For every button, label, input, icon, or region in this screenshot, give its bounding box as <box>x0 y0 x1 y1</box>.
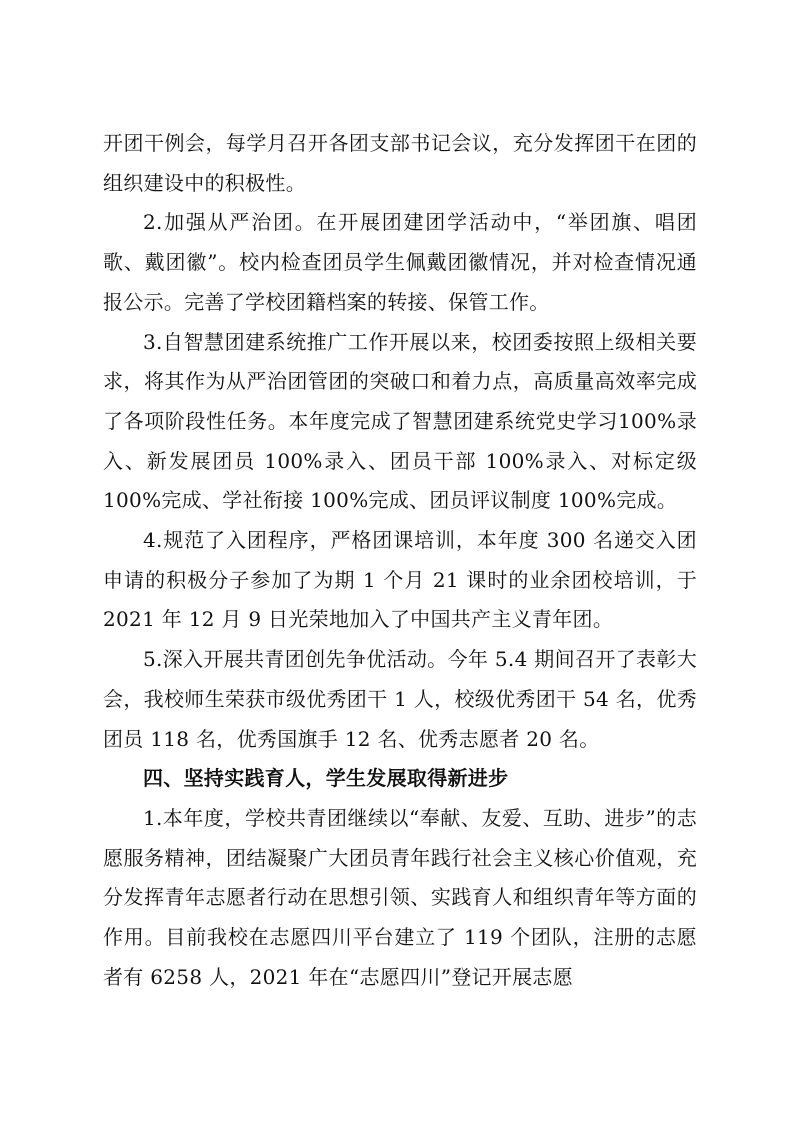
paragraph-item-5: 5.深入开展共青团创先争优活动。今年 5.4 期间召开了表彰大会，我校师生荣获市级优秀团干 1 人，校级优秀团干 54 名，优秀团员 118 名，优秀国旗手 12 名、优秀志愿者 20 名。 <box>103 647 697 751</box>
document-body <box>103 124 697 997</box>
paragraph-item-2: 2.加强从严治团。在开展团建团学活动中，“举团旗、唱团歌、戴团徽”。校内检查团员学生佩戴团徽情况，并对检查情况通报公示。完善了学校团籍档案的转接、保管工作。 <box>103 210 697 314</box>
paragraph-item-4: 4.规范了入团程序，严格团课培训，本年度 300 名递交入团申请的积极分子参加了为期 1 个月 21 课时的业余团校培训，于2021 年 12 月 9 日光荣地加入了中国共产主义青年团。 <box>103 528 697 632</box>
section-heading: 四、坚持实践育人，学生发展取得新进步 <box>143 766 509 791</box>
paragraph-item-3: 3.自智慧团建系统推广工作开展以来，校团委按照上级相关要求，将其作为从严治团管团的突破口和着力点，高质量高效率完成了各项阶段性任务。本年度完成了智慧团建系统党史学习100%录入、新发展团员 100%录入、团员干部 100%录入、对标定级 100%完成、学社衔接 100%完成、团员评议制度 100%完成。 <box>103 329 697 513</box>
paragraph-continued: 开团干例会，每学月召开各团支部书记会议，充分发挥团干在团的组织建设中的积极性。 <box>103 131 697 195</box>
paragraph-section4-item-1: 1.本年度，学校共青团继续以“奉献、友爱、互助、进步”的志愿服务精神，团结凝聚广大团员青年践行社会主义核心价值观，充分发挥青年志愿者行动在思想引领、实践育人和组织青年等方面的作用。目前我校在志愿四川平台建立了 119 个团队，注册的志愿者有 6258 人，2021 年在“志愿四川”登记开展志愿 <box>103 805 697 989</box>
